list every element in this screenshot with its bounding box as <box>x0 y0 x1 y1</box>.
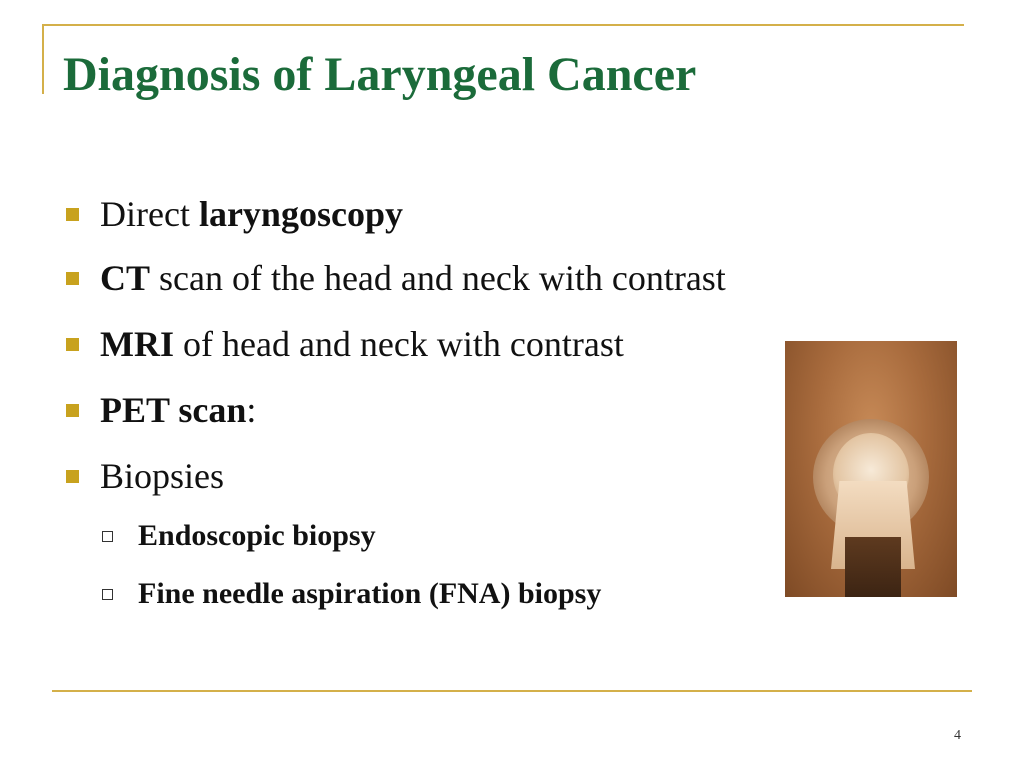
left-divider <box>42 24 44 94</box>
bottom-divider <box>52 690 972 692</box>
top-divider <box>42 24 964 26</box>
bullet-text <box>100 318 624 370</box>
bullet-text-after: : <box>246 390 257 430</box>
bullet-text-plain: Biopsies <box>100 456 225 496</box>
bullet-text-bold: CT <box>100 258 151 298</box>
slide-title: Diagnosis of Laryngeal Cancer <box>63 48 697 101</box>
sub-bullet-square-icon <box>102 531 113 542</box>
page-number: 4 <box>954 728 961 743</box>
bullet-text <box>100 450 224 502</box>
sub-bullet-text: Endoscopic biopsy <box>138 519 376 552</box>
scanner-table <box>845 537 901 597</box>
bullet-square-icon <box>66 272 79 285</box>
bullet-text-bold: laryngoscopy <box>198 194 403 234</box>
sub-bullet-text: Fine needle aspiration (FNA) biopsy <box>138 577 602 610</box>
bullet-text-after: scan of the head and neck with contrast <box>150 258 726 298</box>
bullet-text <box>100 384 256 436</box>
bullet-square-icon <box>66 404 79 417</box>
bullet-text-after: of head and neck with contrast <box>174 324 624 364</box>
bullet-text <box>100 188 403 240</box>
bullet-text-bold: MRI <box>100 324 174 364</box>
bullet-text-plain: Direct <box>100 194 199 234</box>
bullet-text-bold: PET scan <box>100 390 247 430</box>
mri-scanner-photo <box>785 341 957 597</box>
sub-bullet-square-icon <box>102 589 113 600</box>
bullet-text <box>100 252 726 304</box>
bullet-square-icon <box>66 208 79 221</box>
bullet-square-icon <box>66 470 79 483</box>
bullet-square-icon <box>66 338 79 351</box>
